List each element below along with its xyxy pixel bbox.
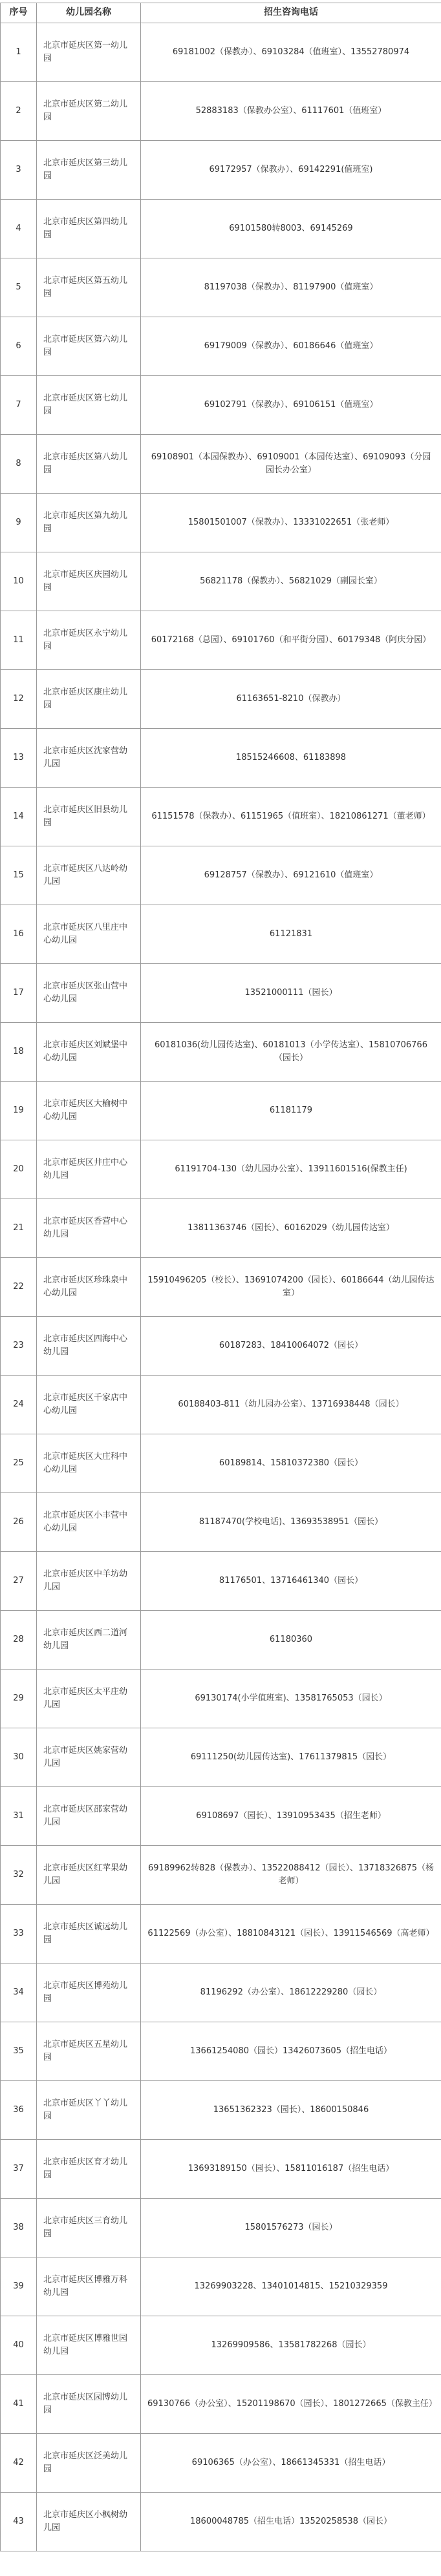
row-enrollment-phone: 69102791（保教办）、69106151（值班室） <box>141 376 441 435</box>
table-row <box>1 2022 441 2081</box>
row-serial-number: 40 <box>1 2316 37 2375</box>
table-row <box>1 1317 441 1376</box>
table-row <box>1 1493 441 1552</box>
row-kindergarten-name: 北京市延庆区第六幼儿园 <box>37 317 141 376</box>
row-enrollment-phone: 69179009（保教办）、60186646（值班室） <box>141 317 441 376</box>
row-serial-number: 12 <box>1 670 37 729</box>
row-kindergarten-name: 北京市延庆区康庄幼儿园 <box>37 670 141 729</box>
row-serial-number: 10 <box>1 552 37 611</box>
header-enrollment-phone: 招生咨询电话 <box>141 3 441 23</box>
table-row <box>1 141 441 200</box>
table-row <box>1 2434 441 2493</box>
table-row <box>1 1258 441 1317</box>
table-row <box>1 611 441 670</box>
table-row <box>1 1787 441 1846</box>
table-row <box>1 552 441 611</box>
row-enrollment-phone: 61163651-8210（保教办） <box>141 670 441 729</box>
table-row <box>1 23 441 82</box>
row-serial-number: 43 <box>1 2493 37 2551</box>
row-kindergarten-name: 北京市延庆区姚家营幼儿园 <box>37 1728 141 1787</box>
row-enrollment-phone: 69181002（保教办）、69103284（值班室）、13552780974 <box>141 23 441 82</box>
row-serial-number: 36 <box>1 2081 37 2140</box>
row-kindergarten-name: 北京市延庆区三育幼儿园 <box>37 2199 141 2257</box>
table-row <box>1 905 441 964</box>
row-serial-number: 20 <box>1 1140 37 1199</box>
table-row <box>1 1376 441 1434</box>
table-row <box>1 2140 441 2199</box>
kindergarten-enrollment-table <box>0 3 441 2551</box>
row-enrollment-phone: 61151578（保教办）、61151965（值班室）、18210861271（董老师） <box>141 788 441 846</box>
table-row <box>1 1434 441 1493</box>
row-enrollment-phone: 60181036(幼儿园传达室)、60181013（小学传达室）、15810706766（园长） <box>141 1023 441 1082</box>
row-serial-number: 18 <box>1 1023 37 1082</box>
row-enrollment-phone: 15910496205（校长）、13691074200（园长）、60186644（幼儿园传达室） <box>141 1258 441 1317</box>
row-enrollment-phone: 60188403-811（幼儿园办公室）、13716938448（园长） <box>141 1376 441 1434</box>
table-row <box>1 729 441 788</box>
row-enrollment-phone: 60189814、15810372380（园长） <box>141 1434 441 1493</box>
row-enrollment-phone: 69130766（办公室）、15201198670（园长）、1801272665（保教主任） <box>141 2375 441 2434</box>
row-enrollment-phone: 69108901（本园保教办）、69109001（本园传达室）、69109093（分园园长办公室） <box>141 435 441 494</box>
row-serial-number: 31 <box>1 1787 37 1846</box>
table-row <box>1 1670 441 1728</box>
table-row <box>1 1905 441 1963</box>
row-kindergarten-name: 北京市延庆区育才幼儿园 <box>37 2140 141 2199</box>
table-body <box>1 23 441 2551</box>
table-row <box>1 964 441 1023</box>
table-row <box>1 1199 441 1258</box>
table-row <box>1 1611 441 1670</box>
row-enrollment-phone: 69189962转828（保教办）、13522088412（园长）、13718326875（杨老师） <box>141 1846 441 1905</box>
row-serial-number: 5 <box>1 258 37 317</box>
table-row <box>1 670 441 729</box>
row-kindergarten-name: 北京市延庆区珍珠泉中心幼儿园 <box>37 1258 141 1317</box>
row-serial-number: 41 <box>1 2375 37 2434</box>
row-serial-number: 39 <box>1 2257 37 2316</box>
row-enrollment-phone: 69130174(小学值班室)、13581765053（园长） <box>141 1670 441 1728</box>
row-serial-number: 35 <box>1 2022 37 2081</box>
table-row <box>1 1963 441 2022</box>
row-serial-number: 3 <box>1 141 37 200</box>
row-enrollment-phone: 15801501007（保教办）、13331022651（张老师） <box>141 494 441 552</box>
row-kindergarten-name: 北京市延庆区博雅万科幼儿园 <box>37 2257 141 2316</box>
row-serial-number: 34 <box>1 1963 37 2022</box>
row-serial-number: 32 <box>1 1846 37 1905</box>
row-kindergarten-name: 北京市延庆区八里庄中心幼儿园 <box>37 905 141 964</box>
table-row <box>1 2257 441 2316</box>
table-row <box>1 1846 441 1905</box>
row-serial-number: 19 <box>1 1082 37 1140</box>
row-serial-number: 21 <box>1 1199 37 1258</box>
row-enrollment-phone: 69128757（保教办）、69121610（值班室） <box>141 846 441 905</box>
table-header-row <box>1 3 441 23</box>
row-enrollment-phone: 69106365（办公室）、18661345331（招生电话） <box>141 2434 441 2493</box>
row-kindergarten-name: 北京市延庆区丫丫幼儿园 <box>37 2081 141 2140</box>
row-kindergarten-name: 北京市延庆区庆园幼儿园 <box>37 552 141 611</box>
row-serial-number: 30 <box>1 1728 37 1787</box>
row-enrollment-phone: 13693189150（园长）、15811016187（招生电话） <box>141 2140 441 2199</box>
row-serial-number: 11 <box>1 611 37 670</box>
row-enrollment-phone: 81196292（办公室）、18612229280（园长） <box>141 1963 441 2022</box>
row-enrollment-phone: 81187470(学校电话)、13693538951（园长） <box>141 1493 441 1552</box>
table-row <box>1 2493 441 2551</box>
row-enrollment-phone: 13661254080（园长）13426073605（招生电话） <box>141 2022 441 2081</box>
row-serial-number: 16 <box>1 905 37 964</box>
row-serial-number: 38 <box>1 2199 37 2257</box>
row-enrollment-phone: 56821178（保教办）、56821029（副园长室） <box>141 552 441 611</box>
row-enrollment-phone: 81197038（保教办）、81197900（值班室） <box>141 258 441 317</box>
table-row <box>1 82 441 141</box>
row-kindergarten-name: 北京市延庆区五星幼儿园 <box>37 2022 141 2081</box>
row-enrollment-phone: 60172168（总园）、69101760（和平街分园）、60179348（阿庆分园） <box>141 611 441 670</box>
row-serial-number: 14 <box>1 788 37 846</box>
table-row <box>1 846 441 905</box>
row-serial-number: 17 <box>1 964 37 1023</box>
row-enrollment-phone: 69108697（园长）、13910953435（招生老师） <box>141 1787 441 1846</box>
row-kindergarten-name: 北京市延庆区博苑幼儿园 <box>37 1963 141 2022</box>
table-row <box>1 1082 441 1140</box>
row-enrollment-phone: 61180360 <box>141 1611 441 1670</box>
row-kindergarten-name: 北京市延庆区大榆树中心幼儿园 <box>37 1082 141 1140</box>
row-enrollment-phone: 61121831 <box>141 905 441 964</box>
row-enrollment-phone: 60187283、18410064072（园长） <box>141 1317 441 1376</box>
row-serial-number: 2 <box>1 82 37 141</box>
row-serial-number: 42 <box>1 2434 37 2493</box>
row-kindergarten-name: 北京市延庆区第八幼儿园 <box>37 435 141 494</box>
row-enrollment-phone: 81176501、13716461340（园长） <box>141 1552 441 1611</box>
table-row <box>1 258 441 317</box>
table-row <box>1 376 441 435</box>
table-row <box>1 1140 441 1199</box>
row-enrollment-phone: 69101580转8003、69145269 <box>141 200 441 258</box>
row-serial-number: 26 <box>1 1493 37 1552</box>
row-serial-number: 15 <box>1 846 37 905</box>
row-enrollment-phone: 18600048785（招生电话）13520258538（园长） <box>141 2493 441 2551</box>
row-kindergarten-name: 北京市延庆区太平庄幼儿园 <box>37 1670 141 1728</box>
row-serial-number: 4 <box>1 200 37 258</box>
table-row <box>1 494 441 552</box>
table-row <box>1 2316 441 2375</box>
row-serial-number: 37 <box>1 2140 37 2199</box>
row-kindergarten-name: 北京市延庆区小丰营中心幼儿园 <box>37 1493 141 1552</box>
table-row <box>1 2375 441 2434</box>
row-kindergarten-name: 北京市延庆区八达岭幼儿园 <box>37 846 141 905</box>
row-kindergarten-name: 北京市延庆区邵家营幼儿园 <box>37 1787 141 1846</box>
table-row <box>1 317 441 376</box>
row-kindergarten-name: 北京市延庆区博雅世园幼儿园 <box>37 2316 141 2375</box>
table-row <box>1 2081 441 2140</box>
row-kindergarten-name: 北京市延庆区刘斌堡中心幼儿园 <box>37 1023 141 1082</box>
row-kindergarten-name: 北京市延庆区香营中心幼儿园 <box>37 1199 141 1258</box>
row-kindergarten-name: 北京市延庆区第七幼儿园 <box>37 376 141 435</box>
row-serial-number: 33 <box>1 1905 37 1963</box>
row-enrollment-phone: 13521000111（园长） <box>141 964 441 1023</box>
row-kindergarten-name: 北京市延庆区红苹果幼儿园 <box>37 1846 141 1905</box>
row-enrollment-phone: 69111250(幼儿园传达室)、17611379815（园长） <box>141 1728 441 1787</box>
row-serial-number: 27 <box>1 1552 37 1611</box>
table-row <box>1 2199 441 2257</box>
row-kindergarten-name: 北京市延庆区第一幼儿园 <box>37 23 141 82</box>
row-kindergarten-name: 北京市延庆区诚远幼儿园 <box>37 1905 141 1963</box>
row-enrollment-phone: 13269909586、13581782268（园长） <box>141 2316 441 2375</box>
row-enrollment-phone: 13269903228、13401014815、15210329359 <box>141 2257 441 2316</box>
row-kindergarten-name: 北京市延庆区第二幼儿园 <box>37 82 141 141</box>
table-row <box>1 1023 441 1082</box>
row-serial-number: 9 <box>1 494 37 552</box>
row-serial-number: 13 <box>1 729 37 788</box>
row-kindergarten-name: 北京市延庆区大庄科中心幼儿园 <box>37 1434 141 1493</box>
row-enrollment-phone: 61122569（办公室）、18810843121（园长）、13911546569（高老师） <box>141 1905 441 1963</box>
row-serial-number: 23 <box>1 1317 37 1376</box>
row-enrollment-phone: 61181179 <box>141 1082 441 1140</box>
row-enrollment-phone: 18515246608、61183898 <box>141 729 441 788</box>
row-serial-number: 28 <box>1 1611 37 1670</box>
row-enrollment-phone: 15801576273（园长） <box>141 2199 441 2257</box>
row-kindergarten-name: 北京市延庆区千家店中心幼儿园 <box>37 1376 141 1434</box>
table-row <box>1 435 441 494</box>
row-kindergarten-name: 北京市延庆区西二道河幼儿园 <box>37 1611 141 1670</box>
row-kindergarten-name: 北京市延庆区园博幼儿园 <box>37 2375 141 2434</box>
row-kindergarten-name: 北京市延庆区泛美幼儿园 <box>37 2434 141 2493</box>
header-kindergarten-name: 幼儿园名称 <box>37 3 141 23</box>
row-serial-number: 25 <box>1 1434 37 1493</box>
row-kindergarten-name: 北京市延庆区第九幼儿园 <box>37 494 141 552</box>
table-row <box>1 200 441 258</box>
row-kindergarten-name: 北京市延庆区井庄中心幼儿园 <box>37 1140 141 1199</box>
row-serial-number: 8 <box>1 435 37 494</box>
row-kindergarten-name: 北京市延庆区永宁幼儿园 <box>37 611 141 670</box>
table-row <box>1 1552 441 1611</box>
row-enrollment-phone: 69172957（保教办）、69142291(值班室) <box>141 141 441 200</box>
row-kindergarten-name: 北京市延庆区中羊坊幼儿园 <box>37 1552 141 1611</box>
row-serial-number: 29 <box>1 1670 37 1728</box>
row-enrollment-phone: 61191704-130（幼儿园办公室）、13911601516(保教主任) <box>141 1140 441 1199</box>
row-kindergarten-name: 北京市延庆区小枫树幼儿园 <box>37 2493 141 2551</box>
row-kindergarten-name: 北京市延庆区张山营中心幼儿园 <box>37 964 141 1023</box>
row-kindergarten-name: 北京市延庆区第五幼儿园 <box>37 258 141 317</box>
table-row <box>1 788 441 846</box>
row-kindergarten-name: 北京市延庆区沈家营幼儿园 <box>37 729 141 788</box>
row-kindergarten-name: 北京市延庆区四海中心幼儿园 <box>37 1317 141 1376</box>
row-kindergarten-name: 北京市延庆区旧县幼儿园 <box>37 788 141 846</box>
row-enrollment-phone: 52883183（保教办公室）、61117601（值班室） <box>141 82 441 141</box>
table-row <box>1 1728 441 1787</box>
header-serial-number: 序号 <box>1 3 37 23</box>
row-enrollment-phone: 13811363746（园长）、60162029（幼儿园传达室） <box>141 1199 441 1258</box>
row-serial-number: 24 <box>1 1376 37 1434</box>
row-serial-number: 7 <box>1 376 37 435</box>
row-serial-number: 6 <box>1 317 37 376</box>
row-serial-number: 22 <box>1 1258 37 1317</box>
row-serial-number: 1 <box>1 23 37 82</box>
row-kindergarten-name: 北京市延庆区第三幼儿园 <box>37 141 141 200</box>
row-enrollment-phone: 13651362323（园长）、18600150846 <box>141 2081 441 2140</box>
row-kindergarten-name: 北京市延庆区第四幼儿园 <box>37 200 141 258</box>
